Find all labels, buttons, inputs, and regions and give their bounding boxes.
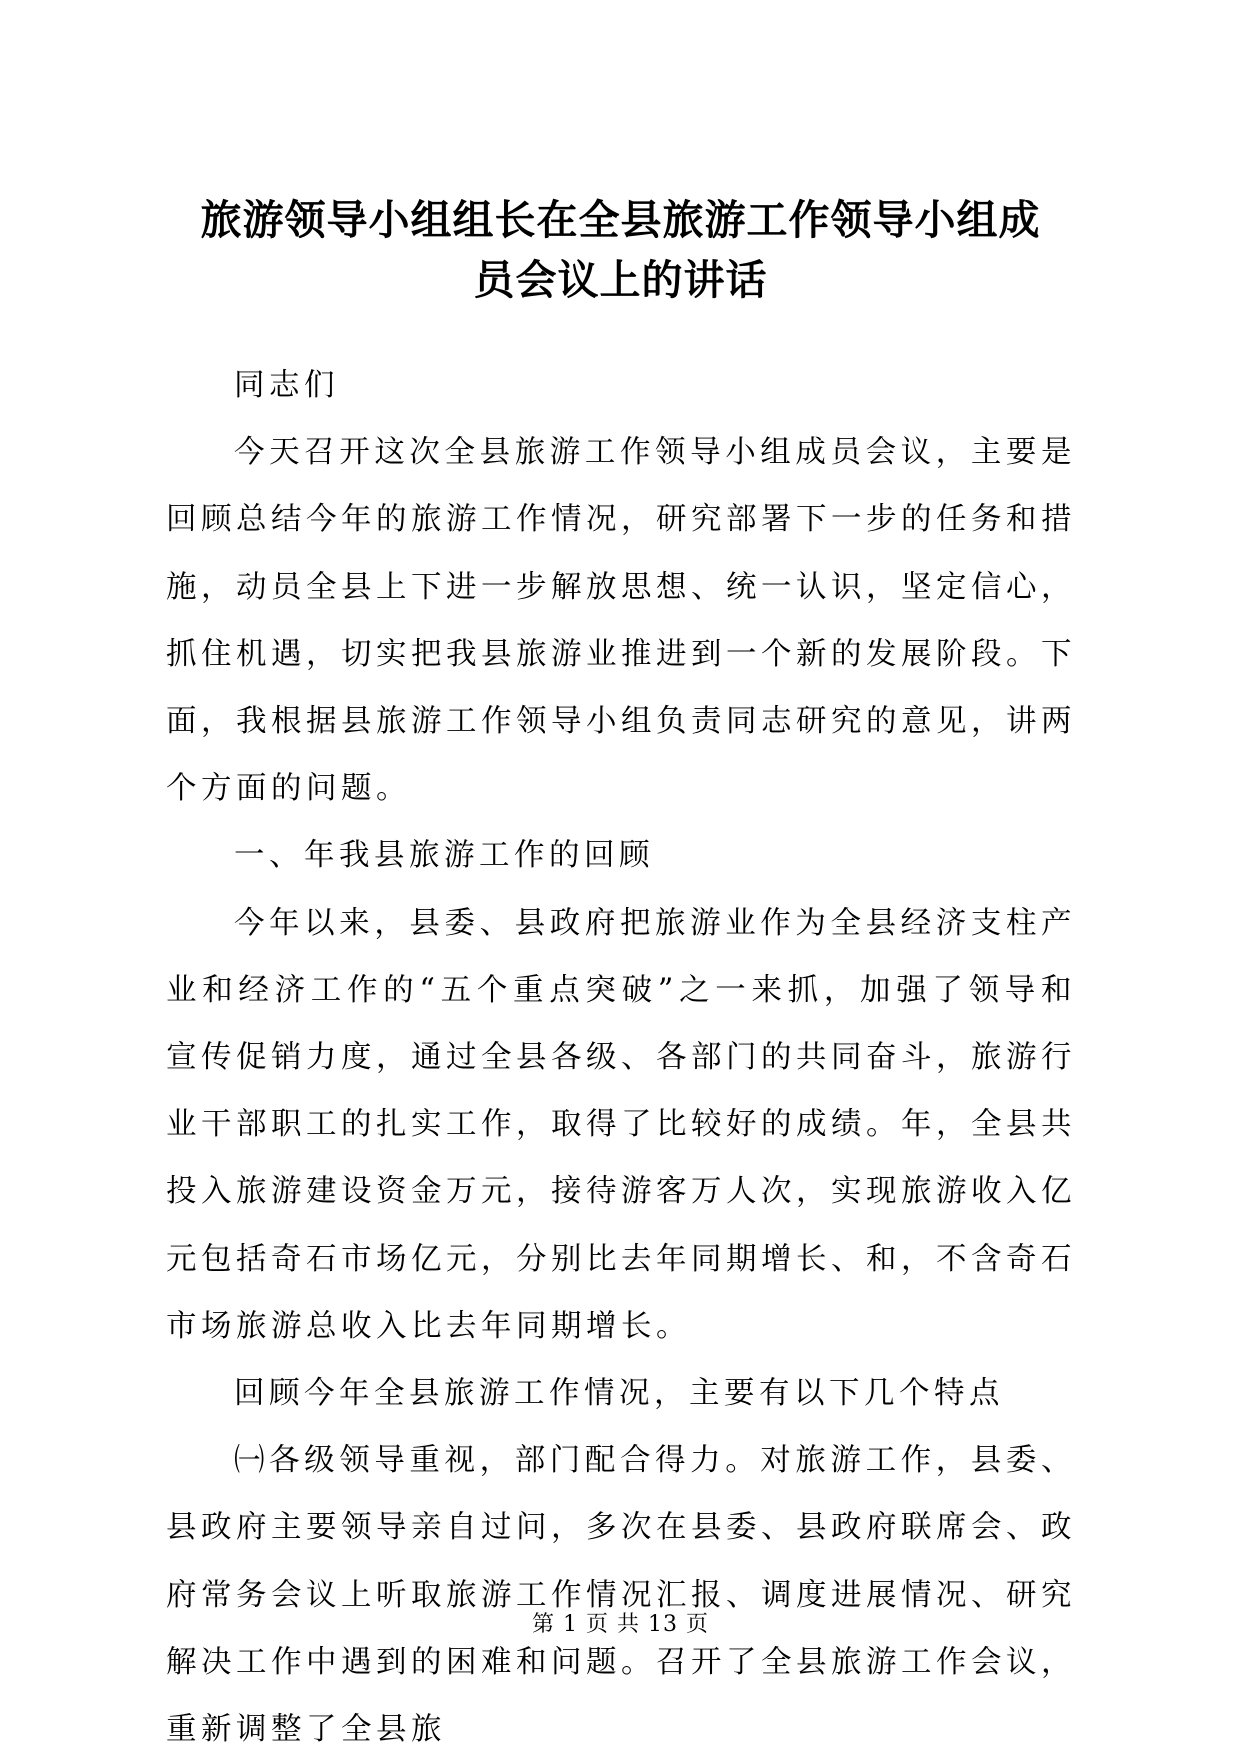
title-line-2: 员会议上的讲话 [473,256,768,304]
paragraph-achievements: 今年以来，县委、县政府把旅游业作为全县经济支柱产业和经济工作的“五个重点突破”之一来抓，加强了领导和宣传促销力度，通过全县各级、各部门的共同奋斗，旅游行业干部职工的扎实工作，取得了比较好的成绩。年，全县共投入旅游建设资金万元，接待游客万人次，实现旅游收入亿元包括奇石市场亿元，分别比去年同期增长、和，不含奇石市场旅游总收入比去年同期增长。 [166,905,1076,1344]
paragraph-features-intro: 回顾今年全县旅游工作情况，主要有以下几个特点 [234,1376,1004,1412]
paragraph-intro: 今天召开这次全县旅游工作领导小组成员会议，主要是回顾总结今年的旅游工作情况，研究部署下一步的任务和措施，动员全县上下进一步解放思想、统一认识，坚定信心，抓住机遇，切实把我县旅游业推进到一个新的发展阶段。下面，我根据县旅游工作领导小组负责同志研究的意见，讲两个方面的问题。 [166,435,1076,807]
document-body [166,352,1076,1763]
document-title [150,190,1091,310]
salutation: 同志们 [234,368,339,403]
title-line-1: 旅游领导小组组长在全县旅游工作领导小组成 [200,196,1041,244]
section-heading-review: 一、年我县旅游工作的回顾 [234,838,654,874]
page-footer: 第 1 页 共 13 页 [532,1612,709,1637]
paragraph-feature-1: ㈠各级领导重视，部门配合得力。对旅游工作，县委、县政府主要领导亲自过问，多次在县委、县政府联席会、政府常务会议上听取旅游工作情况汇报、调度进展情况、研究解决工作中遇到的困难和问题。召开了全县旅游工作会议，重新调整了全县旅 [166,1443,1076,1748]
